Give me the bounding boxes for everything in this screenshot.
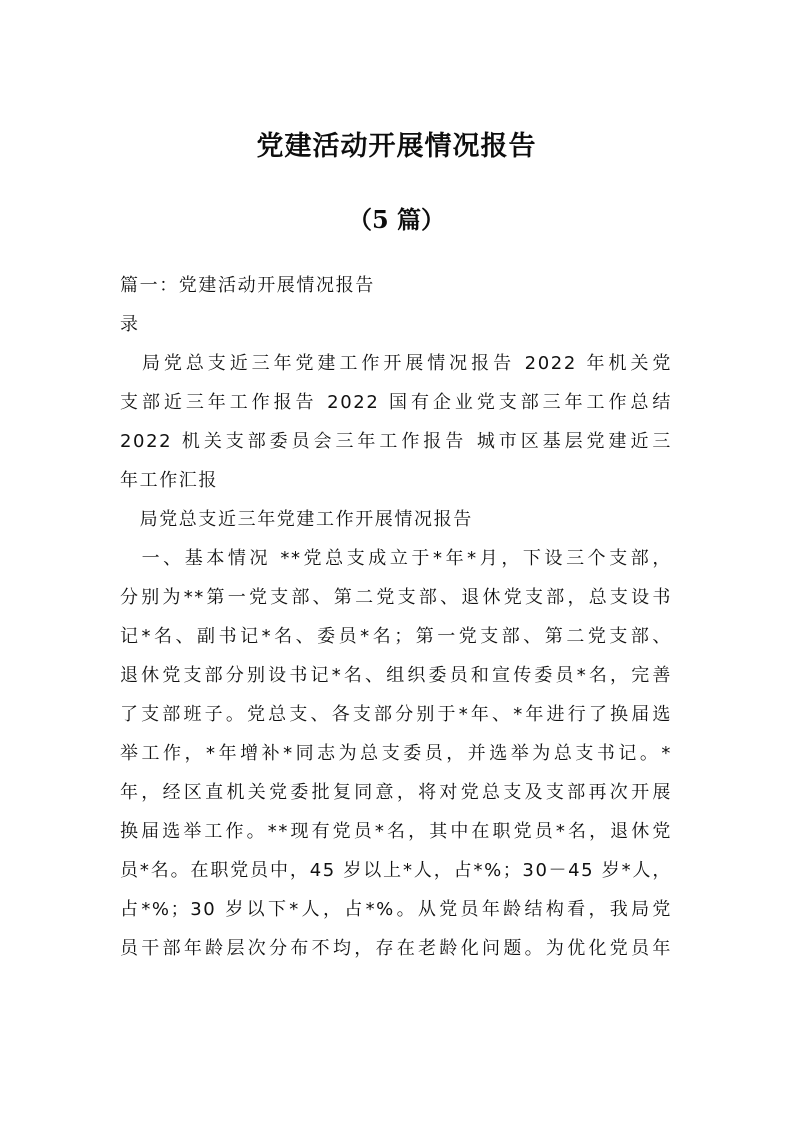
text-line: 一、基本情况 **党总支成立于*年*月，下设三个支部， <box>120 548 672 569</box>
text-line: 局党总支近三年党建工作开展情况报告 <box>120 509 473 530</box>
text-line: 员干部年龄层次分布不均，存在老龄化问题。为优化党员年 <box>120 938 672 959</box>
text-line: 退休党支部分别设书记*名、组织委员和宣传委员*名，完善 <box>120 665 672 686</box>
text-line: 换届选举工作。**现有党员*名，其中在职党员*名，退休党 <box>120 821 672 842</box>
text-line: 占*%；30 岁以下*人，占*%。从党员年龄结构看，我局党 <box>120 899 672 920</box>
text-line: 了支部班子。党总支、各支部分别于*年、*年进行了换届选 <box>120 704 672 725</box>
text-line: 举工作，*年增补*同志为总支委员，并选举为总支书记。* <box>120 743 672 764</box>
text-line: 记*名、副书记*名、委员*名；第一党支部、第二党支部、 <box>120 626 672 647</box>
text-line: 年工作汇报 <box>120 470 218 491</box>
document-body <box>120 266 672 968</box>
text-line: 年，经区直机关党委批复同意，将对党总支及支部再次开展 <box>120 782 672 803</box>
text-line: 员*名。在职党员中，45 岁以上*人，占*%；30－45 岁*人， <box>120 860 672 881</box>
text-line: 分别为**第一党支部、第二党支部、退休党支部，总支设书 <box>120 587 672 608</box>
text-line: 支部近三年工作报告 2022 国有企业党支部三年工作总结 <box>120 392 672 413</box>
document-title: 党建活动开展情况报告 <box>256 131 537 162</box>
text-line: 篇一：党建活动开展情况报告 <box>120 275 375 296</box>
text-line: 2022 机关支部委员会三年工作报告 城市区基层党建近三 <box>120 431 672 452</box>
text-line: 录 <box>120 314 140 335</box>
text-line: 局党总支近三年党建工作开展情况报告 2022 年机关党 <box>120 353 672 374</box>
document-subtitle: （5 篇） <box>347 205 446 234</box>
